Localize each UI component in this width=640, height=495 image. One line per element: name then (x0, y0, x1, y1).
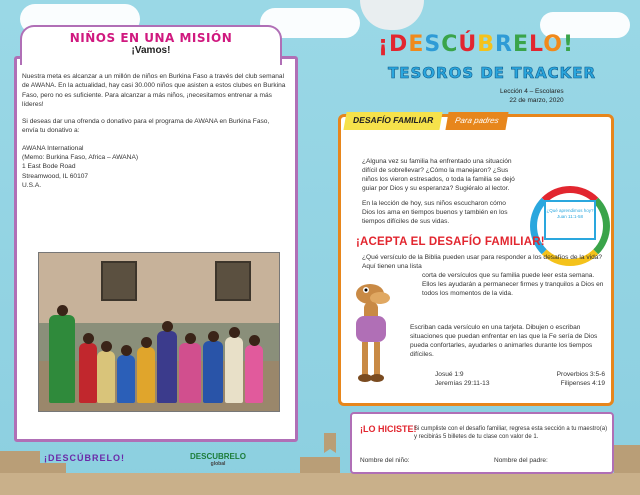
challenge-intro (362, 157, 520, 232)
address-line: (Memo: Burkina Faso, Africa – AWANA) (22, 154, 139, 162)
title-letter: E (512, 32, 529, 57)
title-letter: S (424, 32, 442, 57)
address-line: 1 East Bode Road (22, 163, 76, 171)
challenge-tab-label: DESAFÍO FAMILIAR (343, 112, 442, 130)
address-line: Streamwood, IL 60107 (22, 172, 89, 180)
title-letter: Ú (458, 32, 478, 57)
verse-row (435, 379, 605, 388)
title-letter: ! (562, 32, 574, 57)
title-letter: B (477, 32, 496, 57)
tesoros-subtitle: TESOROS DE TRACKER (388, 64, 597, 82)
ground-strip (0, 473, 640, 495)
child-name-field[interactable]: Nombre del niño: (360, 457, 410, 464)
descubrelo-logo: ¡DESCÚBRELO! (44, 453, 125, 463)
mission-title: NIÑOS EN UNA MISIÓN (69, 31, 233, 45)
title-letter: ¡ (378, 32, 390, 57)
completion-text: Si cumpliste con el desafío familiar, regresa esta sección a tu maestro(a) y recibirás 5 billetes de tu clase con valor de 1. (414, 426, 608, 440)
lesson-label: Lección 4 – Escolares (500, 88, 564, 95)
child-figure (225, 337, 243, 403)
completion-slip (350, 412, 614, 474)
children-photo (38, 252, 280, 412)
mailing-address (22, 144, 286, 190)
child-figure (117, 355, 135, 403)
challenge-paragraph: En la lección de hoy, sus niños escucharon cómo Dios los ama en tiempos buenos y también en los tiempos difíciles de sus vidas. (362, 200, 508, 225)
parent-name-field[interactable]: Nombre del padre: (494, 457, 548, 464)
child-figure (137, 347, 155, 403)
child-figure (203, 341, 223, 403)
child-figure (79, 343, 97, 403)
child-figure (179, 343, 201, 403)
verse-ref: Jeremías 29:11-13 (435, 380, 490, 387)
for-parents-label: Para padres (445, 112, 508, 130)
lesson-info (500, 87, 564, 105)
accept-challenge-heading: ¡ACEPTA EL DESAFÍO FAMILIAR! (356, 236, 545, 248)
completion-heading: ¡LO HICISTE! (360, 424, 417, 434)
verse-list (435, 370, 605, 388)
verse-ref: Filipenses 4:19 (560, 380, 605, 387)
mission-text (22, 72, 286, 198)
challenge-tab (345, 112, 525, 130)
title-letter: D (389, 32, 409, 57)
mission-subtitle: ¡Vamos! (131, 45, 171, 56)
title-letter: C (441, 32, 459, 57)
lesson-date: 22 de marzo, 2020 (509, 97, 564, 104)
bible-book-icon: ¿Qué aprendimos hoy? Juan 11:1-58 (544, 200, 596, 240)
mission-paragraph: Si deseas dar una ofrenda o donativo para el programa de AWANA en Burkina Faso, envía tu donativo a: (22, 118, 270, 135)
title-letter: E (408, 32, 425, 57)
challenge-paragraph: ¿Alguna vez su familia ha enfrentado una situación difícil de sobrellevar? ¿Cómo la manejaron? ¿Sus niños los vieron estresados, o toda la familia se dejó guiar por Dios y su esperanza? Sugiéralo al lector. (362, 158, 515, 192)
address-line: U.S.A. (22, 181, 42, 189)
verse-ref: Proverbios 3:5-6 (556, 371, 605, 378)
page-title (378, 32, 574, 57)
title-letter: L (529, 32, 544, 57)
address-line: AWANA International (22, 144, 84, 152)
child-figure (97, 351, 115, 403)
mission-paragraph: Nuestra meta es alcanzar a un millón de niños en Burkina Faso a través del club semanal de AWANA. En la actualidad, hay casi 30.000 niños que asisten a estos clubes en Burkina Faso, pero no es suficiente. Para alcanzar a más niños, ¡necesitamos entrenar a más líderes! (22, 73, 286, 108)
instruction-line: ¿Qué versículo de la Biblia pueden usar para responder a los desafíos de la vida? Aquí tienen una lista (362, 254, 603, 270)
descubrelo-global-logo: DESCUBRELO global (190, 452, 247, 467)
instruction-line: corta de versículos que su familia puede leer esta semana. Ellos les ayudarán a permanecer firmes y tranquilos a Dios en todos los momentos de la vida. (422, 272, 604, 297)
child-figure (157, 331, 177, 403)
child-figure (245, 345, 263, 403)
writing-instructions: Escriban cada versículo en una tarjeta. Dibujen o escriban situaciones que puedan enfrentar en las que la Fe sería de Dios pueda confortarles, ayudarles o animarles durante los tiempos difíciles. (410, 324, 598, 358)
verse-row (435, 370, 605, 379)
child-figure (49, 315, 75, 403)
mission-banner (20, 25, 282, 65)
title-letter: O (543, 32, 563, 57)
verse-ref: Josué 1:9 (435, 371, 464, 378)
title-letter: R (495, 32, 513, 57)
camel-mascot-icon (340, 276, 404, 386)
